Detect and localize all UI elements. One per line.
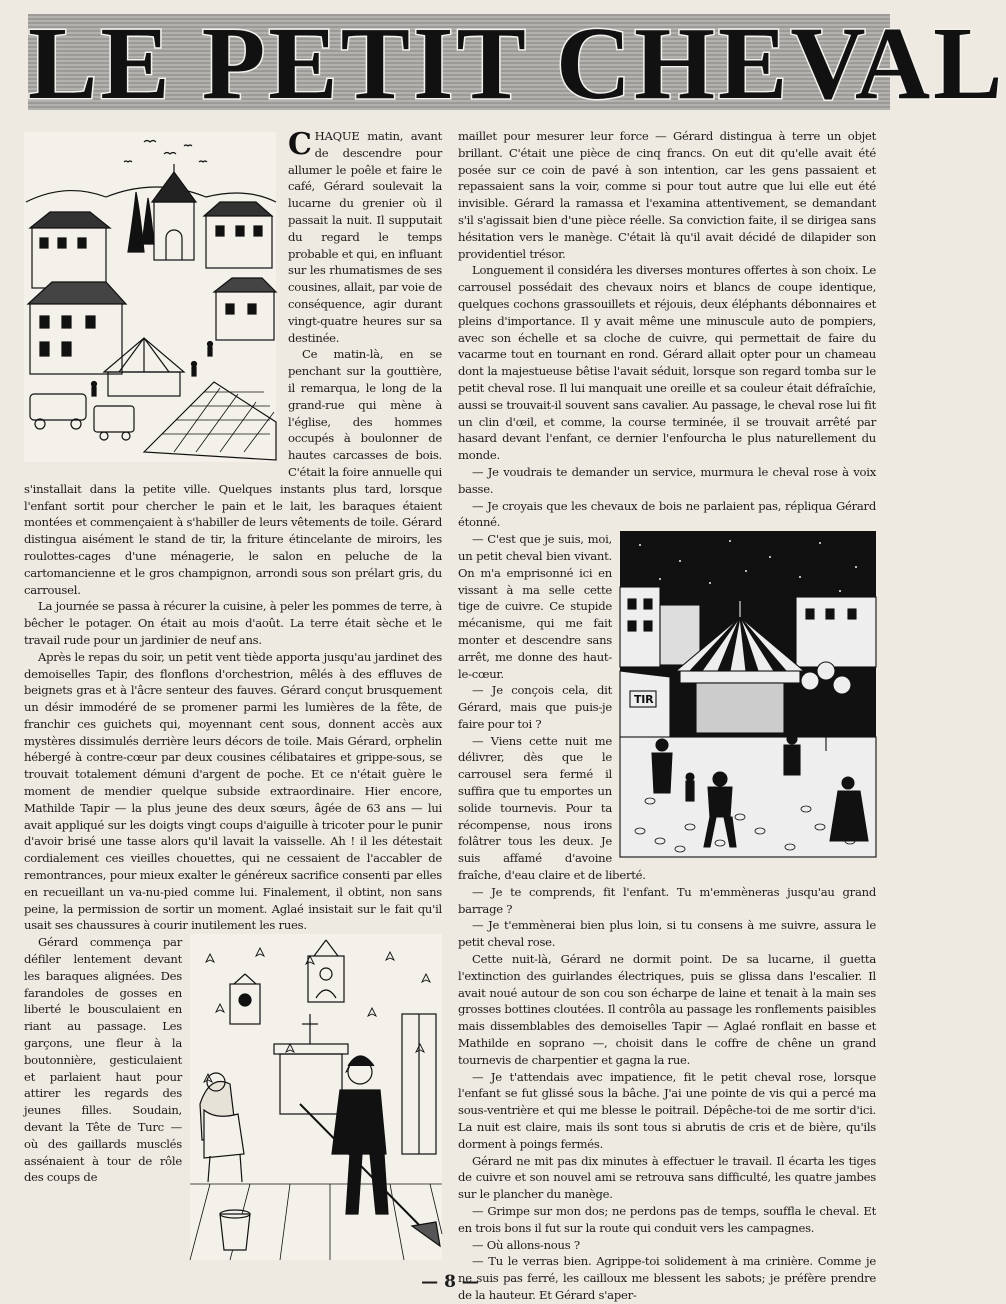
paragraph: HAQUE matin, avant de descendre pour allumer le poêle et faire le café, Gérard soulevait la lucarne du grenier où il passait la nuit. Il supputait du regard le temps probable et qui, en influant sur les rhumatismes de ses cousines, allait, par voie de conséquence, agir durant vingt-quatre heures sur sa destinée. [288,129,442,345]
paragraph: Après le repas du soir, un petit vent tiède apporta jusqu'au jardinet des demoiselles Tapir, des flonflons d'orchestrion, mêlés à des effluves de beignets gras et à l'âcre senteur des fauves. Gérard conçut brusquement un désir immodéré de se promener parmi les lumières de la fête, de franchir ces guichets qui, moyennant cent sous, donnent accès aux mystères dissimulés derrière leurs décors de toile. Mais Gérard, orphelin hébergé à contre-cœur par deux cousines célibataires et grippe-sous, se trouvait totalement démuni d'argent de poche. Et ce n'était guère le moment de mendier quelque subside extraordinaire. Hier encore, Mathilde Tapir — la plus jeune des deux sœurs, âgée de 63 ans — lui avait appliqué sur les doigts vingt coups d'aiguille à tricoter pour le punir d'avoir brisé une tasse alors qu'il lavait la vaisselle. Ah ! il les détestait cordialement ces vieilles chouettes, qui ne cessaient de l'accabler de remontrances, pour mieux exalter le généreux sacrifice consenti par elles en recueillant un va-nu-pied comme lui. Finalement, il obtint, non sans peine, la permission de sortir un moment. Aglaé insistait sur le fait qu'il usait ses chaussures à courir inutilement les rues. [24,649,442,933]
right-column [458,128,876,1304]
paragraph: — C'est que je suis, moi, un petit cheval bien vivant. On m'a emprisonné ici en vissant à ma selle cette tige de cuivre. Ce stupide mécanisme, qui me fait monter et descendre sans arrêt, me donne des haut-le-cœur. [458,532,612,681]
paragraph: — Je conçois cela, dit Gérard, mais que puis-je faire pour toi ? [458,683,612,731]
paragraph: — Grimpe sur mon dos; ne perdons pas de temps, souffla le cheval. Et en trois bons il fut sur la route qui conduit vers les campagnes. [458,1204,876,1235]
paragraph: — Viens cette nuit me délivrer, dès que le carrousel sera fermé il suffira que tu emportes un solide tournevis. Pour ta récompense, nous irons folâtrer tous les deux. Je suis affamé d'avoine fraîche, d'eau claire et de liberté. [458,733,646,883]
paragraph: maillet pour mesurer leur force — Gérard distingua à terre un objet brillant. C'était une pièce de cinq francs. On eut dit qu'elle avait été posée sur ce coin de pavé à son intention, car les gens passaient et repassaient sans la voir, comme si pour tout autre que lui elle eut été invisible. Gérard la ramassa et l'examina attentivement, se demandant s'il s'agissait bien d'une pièce réelle. Sa conviction faite, il se dirigea sans hésitation vers le manège. C'était là qu'il avait décidé de dilapider son providentiel trésor. [458,129,876,261]
paragraph: — Je t'emmènerai bien plus loin, si tu consens à me suivre, assura le petit cheval rose. [458,918,876,950]
paragraph: — Où allons-nous ? [472,1237,580,1252]
page-title: LE PETIT CHEVAL [28,6,1006,121]
paragraph: La journée se passa à récurer la cuisine, à peler les pommes de terre, à bêcher le potager. On était au mois d'août. La terre était sèche et le travail rude pour un jardinier de neuf ans. [24,599,442,647]
paragraph: — Je te comprends, fit l'enfant. Tu m'emmèneras jusqu'au grand barrage ? [458,884,876,916]
village-illustration [24,132,276,462]
page-number: — 8 — [421,1272,479,1292]
paragraph: — Je voudrais te demander un service, murmura le cheval rose à voix basse. [458,464,876,496]
paragraph: Ce matin-là, en se penchant sur la gouttière, il remarqua, le long de la grand-rue qui mène à l'église, des hommes occupés à boulonner de hautes carcasses de bois. C'était la foire annuelle qui s'installait dans la petite ville. Quelques instants plus tard, lorsque l'enfant sortit pour chercher le pain et le lait, les baraques étaient montées et commençaient à s'habiller de leurs vêtements de toile. Gérard distingua aisément le stand de tir, la friture étincelante de miroirs, les roulottes-cages d'une ménagerie, le salon en peluche de la cartomancienne et le gros champignon, arrondi sous son prélart gris, du carrousel. [24,347,442,597]
paragraph: Gérard ne mit pas dix minutes à effectuer le travail. Il écarta les tiges de cuivre et son nouvel ami se retrouva sans difficulté, les quatre jambes sur le plancher du manège. [458,1153,876,1202]
left-column [24,128,442,1263]
kitchen-illustration [190,934,442,1260]
paragraph: — Je croyais que les chevaux de bois ne parlaient pas, répliqua Gérard étonné. [458,498,876,530]
paragraph: Longuement il considéra les diverses montures offertes à son choix. Le carrousel possédait des chevaux noirs et blancs de coupe identique, quelques cochons grassouillets et réjouis, deux éléphants débonnaires et pleins d'importance. Il y avait même une minuscule auto de pompiers, avec son échelle et sa cloche de cuivre, qui permettait de faire du vacarme tout en tournant en rond. Gérard allait opter pour un chameau dont la majestueuse bêtise l'avait séduit, lorsque son regard tomba sur le petit cheval rose. Il lui manquait une oreille et sa couleur était défraîchie, aussi se trouvait-il souvent sans cavalier. Au passage, le cheval rose lui fit un clin d'œil, et comme, la course terminée, il se trouvait arrêté par hasard devant l'enfant, ce dernier l'enfourcha le plus naturellement du monde. [458,263,876,463]
paragraph: Cette nuit-là, Gérard ne dormit point. De sa lucarne, il guetta l'extinction des guirlandes électriques, puis se glissa dans l'escalier. Il avait noué autour de son cou son écharpe de laine et tenait à la main ses grosses bottines cloutées. Il contrôla au passage les ronflements paisibles mais dissemblables des demoiselles Tapir — Aglaé ronflait en basse et Mathilde en soprano —, choisit dans le coffre de chêne un grand tournevis de charpentier et gagna la rue. [458,952,876,1067]
title-banner [28,6,1006,121]
dropcap: C [288,127,312,162]
paragraph: — Je t'attendais avec impatience, fit le petit cheval rose, lorsque l'enfant se fut glissé sous la bâche. J'ai une pointe de vis qui a percé ma sous-ventrière et qui me blesse le poitrail. Dépêche-toi de me sortir d'ici. La nuit est claire, mais ils sont tous si abrutis de cris et de bière, qu'ils dorment à poings fermés. [458,1069,876,1151]
paragraph: — Tu le verras bien. Agrippe-toi solidement à ma crinière. Comme je ne suis pas ferré, les cailloux me blessent les sabots; je préfère prendre de la hauteur. Et Gérard s'aper- [458,1254,876,1302]
paragraph: Gérard commença par défiler lentement devant les baraques alignées. Des farandoles de gosses en liberté le bousculaient en riant au passage. Les garçons, une fleur à la boutonnière, gesticulaient et parlaient haut pour attirer les regards des jeunes filles. Soudain, devant la Tête de Turc — où des gaillards musclés assénaient à tour de rôle des coups de [24,935,182,1185]
fair-sign-text: TIR [634,693,654,707]
night-fair-illustration [620,531,876,857]
